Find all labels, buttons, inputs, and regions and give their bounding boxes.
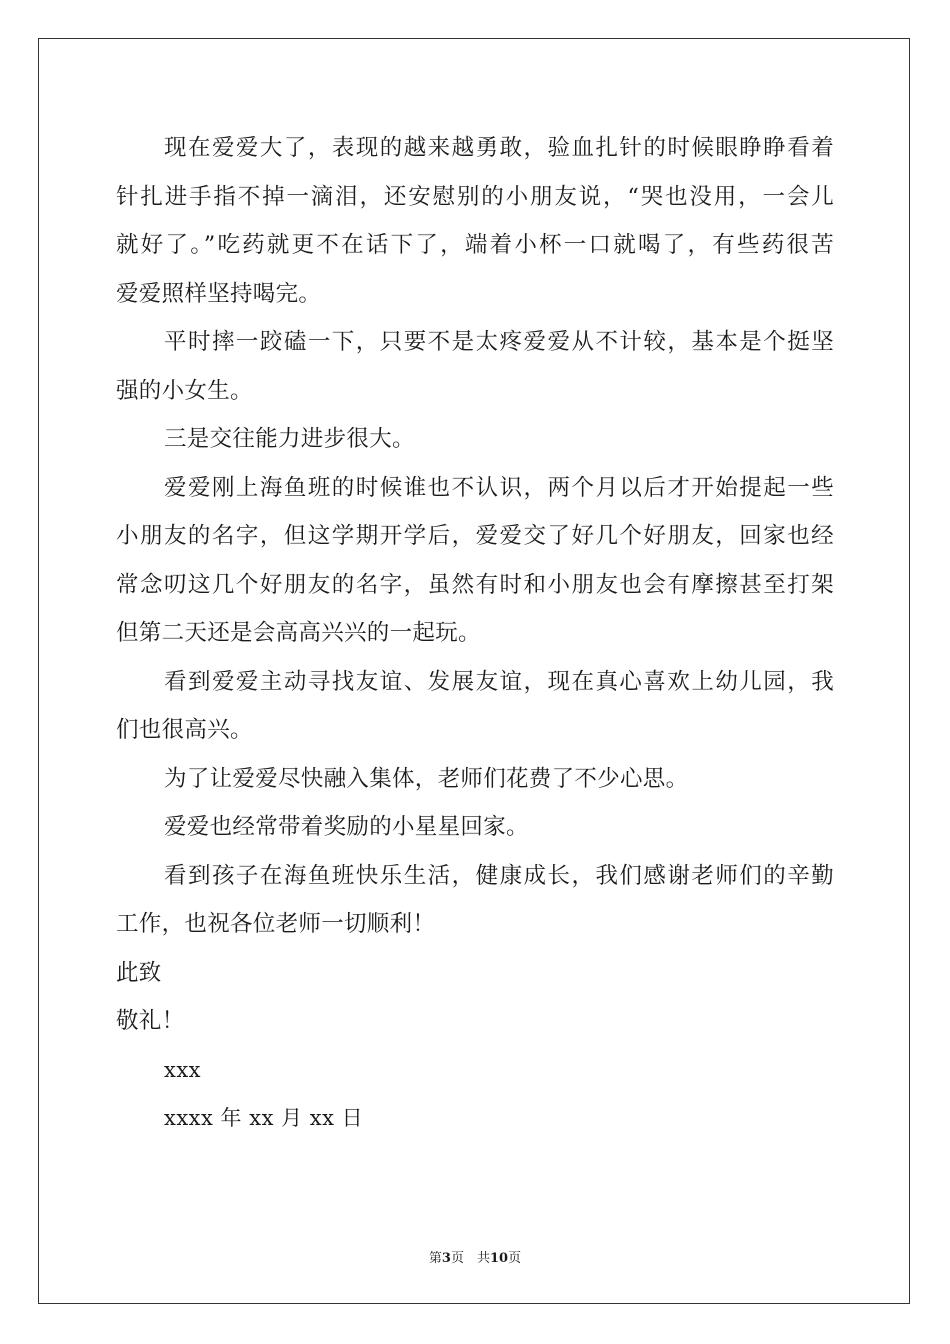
- letter-body: [116, 124, 834, 1143]
- text-line: 看到爱爱主动寻找友谊、发展友谊，现在真心喜欢上幼儿园，我: [164, 668, 834, 695]
- text-line: 但第二天还是会高高兴兴的一起玩。: [116, 620, 481, 646]
- text-line: 为了让爱爱尽快融入集体，老师们花费了不少心思。: [164, 765, 689, 792]
- total-page-count: 10: [489, 1251, 509, 1266]
- text-line: 工作，也祝各位老师一切顺利！: [116, 911, 436, 937]
- text-line: 看到孩子在海鱼班快乐生活，健康成长，我们感谢老师们的辛勤: [164, 862, 834, 889]
- text-line: 爱爱也经常带着奖励的小星星回家。: [164, 814, 529, 840]
- text-line: 爱爱刚上海鱼班的时候谁也不认识，两个月以后才开始提起一些: [164, 474, 834, 501]
- text-line: 强的小女生。: [116, 377, 253, 404]
- page-footer: [0, 1247, 950, 1266]
- text-line: 小朋友的名字，但这学期开学后，爱爱交了好几个好朋友，回家也经: [116, 523, 834, 549]
- text-line: 常念叨这几个好朋友的名字，虽然有时和小朋友也会有摩擦甚至打架: [116, 571, 834, 598]
- text-line: 就好了。”吃药就更不在话下了，端着小杯一口就喝了，有些药很苦: [116, 232, 834, 258]
- signature-date: xxxx 年 xx 月 xx 日: [164, 1106, 364, 1130]
- text-line: 爱爱照样坚持喝完。: [116, 280, 322, 307]
- footer-middle: 页 共: [450, 1251, 490, 1266]
- text-line: 现在爱爱大了，表现的越来越勇敢，验血扎针的时候眼睁睁看着: [164, 135, 834, 161]
- text-line: 三是交往能力进步很大。: [164, 426, 415, 452]
- current-page-number: 3: [441, 1251, 451, 1266]
- footer-suffix: 页: [508, 1251, 522, 1266]
- text-line: 针扎进手指不掉一滴泪，还安慰别的小朋友说，“哭也没用，一会儿: [116, 183, 834, 210]
- signature-name: xxx: [164, 1057, 202, 1082]
- closing-regards: 敬礼！: [116, 1008, 185, 1034]
- text-line: 平时摔一跤磕一下，只要不是太疼爱爱从不计较，基本是个挺坚: [164, 329, 834, 355]
- closing-salutation: 此致: [116, 959, 162, 986]
- text-line: 们也很高兴。: [116, 717, 253, 743]
- footer-prefix: 第: [428, 1251, 442, 1266]
